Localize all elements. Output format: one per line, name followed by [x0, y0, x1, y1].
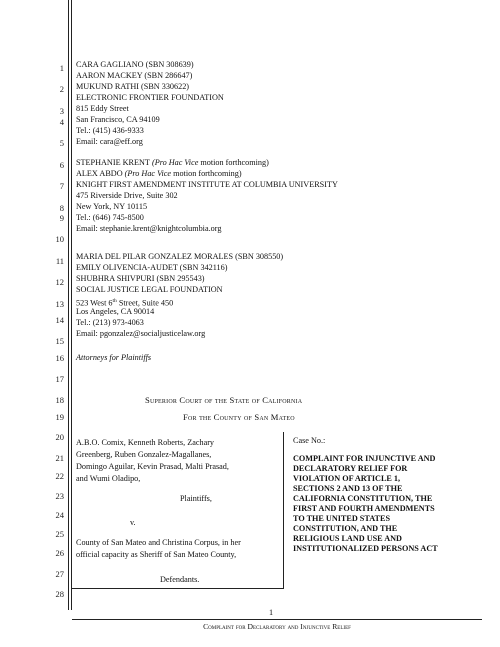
pro-hac-vice-note: (Pro Hac Vice: [151, 158, 199, 167]
telephone: Tel.: (646) 745-8500: [76, 213, 144, 222]
attorney-name: MARIA DEL PILAR GONZALEZ MORALES (SBN 308550): [76, 252, 284, 261]
attorney-name: AARON MACKEY (SBN 286647): [76, 71, 193, 80]
line-number: 14: [55, 315, 64, 325]
court-title-line-2: For the County of San Mateo: [183, 412, 295, 422]
left-margin-rule-inner: [71, 0, 72, 610]
line-number: 24: [55, 510, 64, 520]
complaint-title: TO THE UNITED STATES: [293, 514, 390, 523]
line-number: 3: [59, 106, 64, 116]
line-number: 28: [55, 589, 64, 599]
line-number: 12: [55, 277, 64, 287]
line-number: 8: [59, 203, 64, 213]
left-margin-rule-outer: [68, 0, 69, 610]
line-number: 18: [55, 395, 64, 405]
line-number: 22: [55, 471, 64, 481]
line-number: 26: [55, 548, 64, 558]
plaintiffs-names: and Wumi Oladipo,: [76, 474, 141, 483]
line-number: 20: [55, 432, 64, 442]
line-number: 2: [59, 84, 64, 94]
footer-rule: [72, 619, 482, 620]
line-number: 16: [55, 353, 64, 363]
complaint-title: RELIGIOUS LAND USE AND: [293, 534, 402, 543]
line-number: 17: [55, 374, 64, 384]
attorney-name-text: STEPHANIE KRENT: [76, 158, 150, 167]
versus: v.: [130, 518, 136, 527]
city-address: Los Angeles, CA 90014: [76, 307, 155, 316]
plaintiffs-names: A.B.O. Comix, Kenneth Roberts, Zachary: [76, 438, 215, 447]
line-number: 4: [59, 117, 64, 127]
court-title-line-1: Superior Court of the State of California: [145, 395, 303, 405]
complaint-title: FIRST AND FOURTH AMENDMENTS: [293, 504, 435, 513]
complaint-title: CONSTITUTION, AND THE: [293, 524, 398, 533]
caption-divider: [283, 432, 284, 589]
caption-bottom-rule: [72, 588, 283, 589]
city-address: New York, NY 10115: [76, 202, 148, 211]
line-number: 5: [59, 138, 64, 148]
attorney-name: EMILY OLIVENCIA-AUDET (SBN 342116): [76, 263, 228, 272]
line-number: 21: [55, 453, 64, 463]
email: Email: cara@eff.org: [76, 137, 143, 146]
email: Email: pgonzalez@socialjusticelaw.org: [76, 329, 206, 338]
complaint-title: CALIFORNIA CONSTITUTION, THE: [293, 494, 433, 503]
attorneys-for-plaintiffs: Attorneys for Plaintiffs: [76, 353, 152, 362]
attorney-name-text: ALEX ABDO: [76, 169, 123, 178]
line-number: 19: [55, 412, 64, 422]
line-number: 27: [55, 569, 64, 579]
defendants-label: Defendants.: [160, 575, 200, 584]
line-number: 15: [55, 336, 64, 346]
line-number: 10: [55, 234, 64, 244]
line-number: 6: [59, 160, 64, 170]
defendants-names: County of San Mateo and Christina Corpus, in her: [76, 538, 241, 547]
defendants-names: official capacity as Sheriff of San Mateo County,: [76, 550, 237, 559]
line-number: 11: [55, 256, 64, 266]
line-number: 1: [59, 63, 64, 73]
street-address: 815 Eddy Street: [76, 104, 129, 113]
case-number-label: Case No.:: [293, 436, 326, 445]
email: Email: stephanie.krent@knightcolumbia.org: [76, 224, 222, 233]
line-number: 25: [55, 529, 64, 539]
street-address: 475 Riverside Drive, Suite 302: [76, 191, 178, 200]
complaint-title: INSTITUTIONALIZED PERSONS ACT: [293, 544, 438, 553]
pro-hac-vice-note-end: motion forthcoming): [173, 169, 242, 178]
plaintiffs-names: Domingo Aguilar, Kevin Prasad, Malti Prasad,: [76, 462, 229, 471]
complaint-title: SECTIONS 2 AND 13 OF THE: [293, 484, 403, 493]
plaintiffs-names: Greenberg, Ruben Gonzalez-Magallanes,: [76, 450, 212, 459]
firm-name: KNIGHT FIRST AMENDMENT INSTITUTE AT COLUMBIA UNIVERSITY: [76, 180, 338, 189]
telephone: Tel.: (415) 436-9333: [76, 126, 144, 135]
line-number: 23: [55, 491, 64, 501]
telephone: Tel.: (213) 973-4063: [76, 318, 144, 327]
attorney-name: SHUBHRA SHIVPURI (SBN 295543): [76, 274, 205, 283]
line-number: 13: [55, 299, 64, 309]
street-address-part: 523 West 6: [76, 298, 113, 308]
attorney-name: [76, 158, 269, 168]
city-address: San Francisco, CA 94109: [76, 115, 160, 124]
complaint-title: DECLARATORY RELIEF FOR: [293, 464, 408, 473]
attorney-name: MUKUND RATHI (SBN 330622): [76, 82, 190, 91]
firm-name: SOCIAL JUSTICE LEGAL FOUNDATION: [76, 285, 223, 294]
attorney-name: CARA GAGLIANO (SBN 308639): [76, 60, 194, 69]
footer-title: Complaint for Declaratory and Injunctive Relief: [203, 622, 351, 631]
pro-hac-vice-note: (Pro Hac Vice: [124, 169, 172, 178]
plaintiffs-label: Plaintiffs,: [180, 494, 212, 503]
line-number: 7: [59, 181, 64, 191]
complaint-title: COMPLAINT FOR INJUNCTIVE AND: [293, 454, 436, 463]
complaint-title: VIOLATION OF ARTICLE 1,: [293, 474, 401, 483]
firm-name: ELECTRONIC FRONTIER FOUNDATION: [76, 93, 224, 102]
ordinal-suffix: th: [112, 298, 117, 304]
attorney-name: [76, 169, 242, 179]
page-number: 1: [269, 608, 274, 617]
pro-hac-vice-note-end: motion forthcoming): [200, 158, 269, 167]
line-number: 9: [59, 213, 64, 223]
street-address-part: Street, Suite 450: [116, 298, 174, 308]
